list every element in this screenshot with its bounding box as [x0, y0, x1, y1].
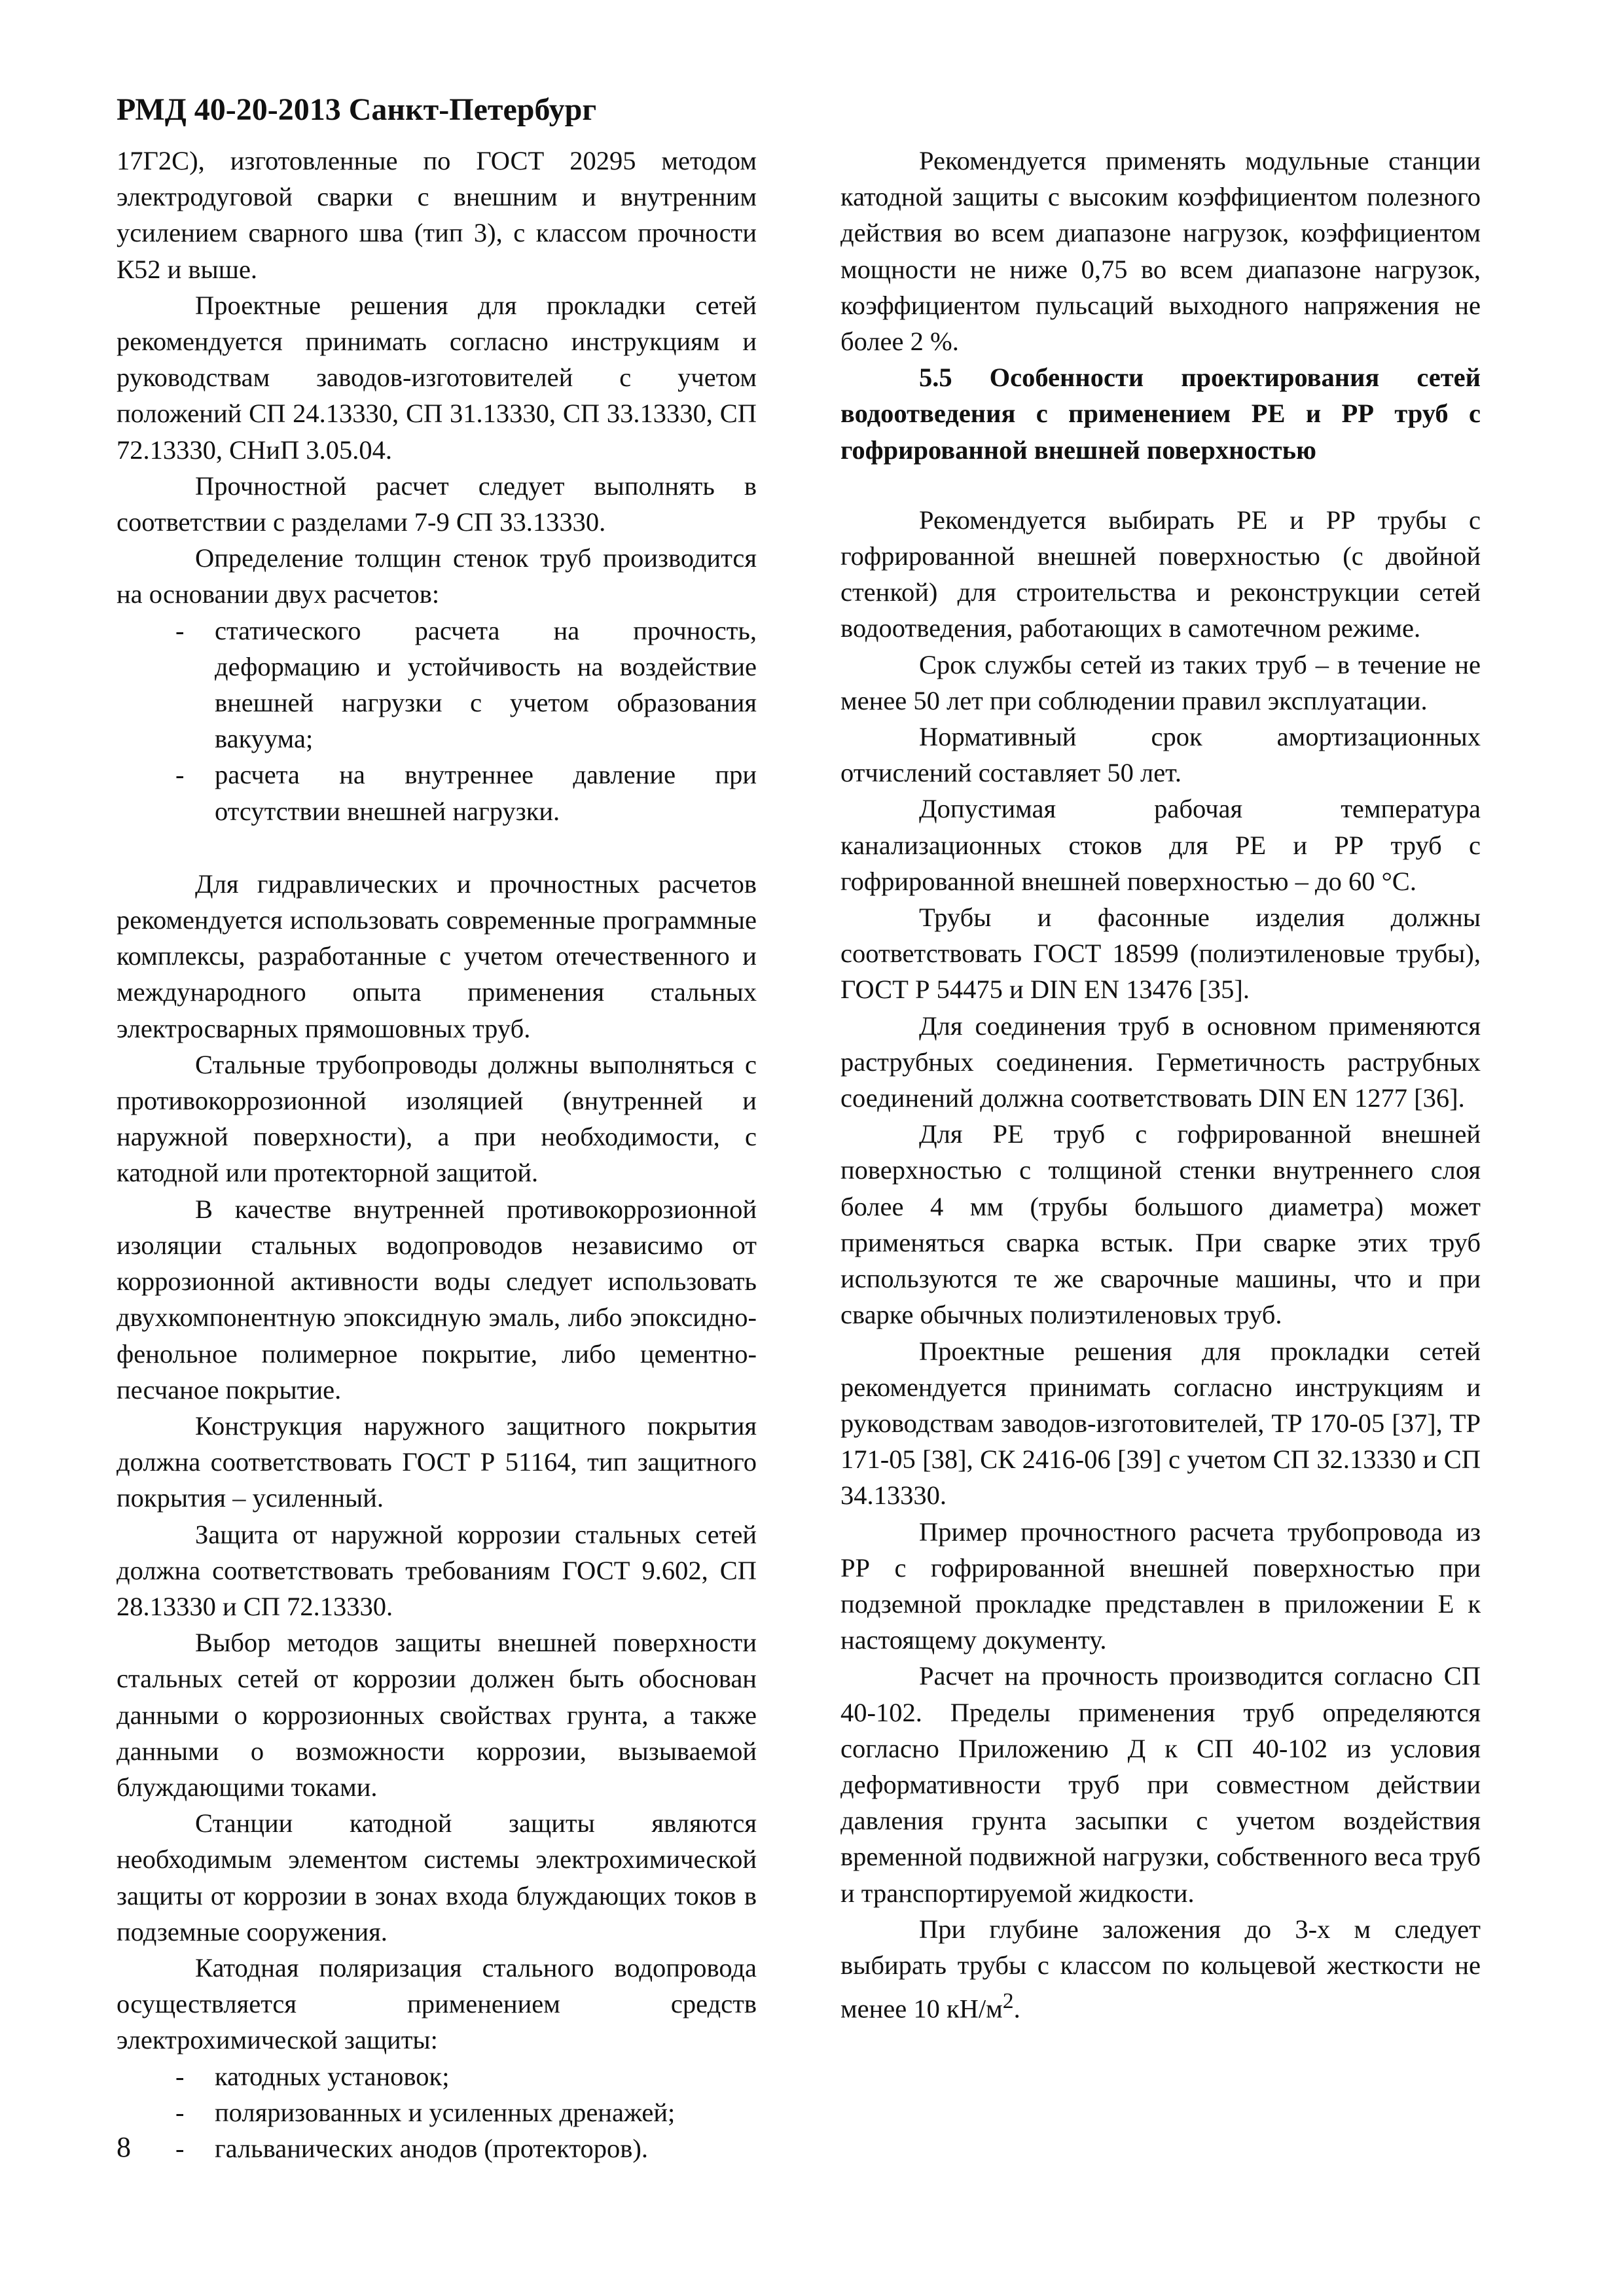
paragraph [840, 1911, 1481, 2027]
paragraph: Срок службы сетей из таких труб – в течение не менее 50 лет при соблюдении правил эксплуатации. [840, 649, 1481, 715]
paragraph: В качестве внутренней противокоррозионной изоляции стальных водопроводов независимо от коррозионной активности воды следует использовать двухкомпонентную эпоксидную эмаль, либо эпоксидно-фенольное полимерное покрытие, либо цементно-песчаное покрытие. [117, 1194, 757, 1405]
paragraph: Рекомендуется применять модульные станции катодной защиты с высоким коэффициентом полезного действия во всем диапазоне нагрузок, коэффициентом мощности не ниже 0,75 во всем диапазоне нагрузок, коэффициентом пульсаций выходного напряжения не более 2 %. [840, 146, 1481, 357]
list-marker: - [175, 2133, 185, 2163]
paragraph-end: . [1013, 1994, 1020, 2024]
list-item-text: катодных установок; [215, 2061, 450, 2091]
paragraph: Для соединения труб в основном применяются раструбных соединения. Герметичность раструбных соединений должна соответствовать DIN EN 1277 [36]. [840, 1011, 1481, 1113]
paragraph: Нормативный срок амортизационных отчислений составляет 50 лет. [840, 722, 1481, 788]
list-item [117, 613, 757, 757]
page-number: 8 [117, 2131, 131, 2163]
paragraph: Проектные решения для прокладки сетей рекомендуется принимать согласно инструкциям и руководствам заводов-изготовителей с учетом положений СП 24.13330, СП 31.13330, СП 33.13330, СП 72.13330, СНиП 3.05.04. [117, 290, 757, 465]
superscript: 2 [1002, 1989, 1014, 2014]
list-marker: - [175, 615, 185, 645]
document-header: РМД 40-20-2013 Санкт-Петербург [117, 92, 597, 127]
list-item-text: гальванических анодов (протекторов). [215, 2133, 649, 2163]
right-column [840, 143, 1481, 2027]
list-item [117, 2130, 757, 2166]
list-item [117, 2094, 757, 2130]
paragraph: Расчет на прочность производится согласно СП 40-102. Пределы применения труб определяются согласно Приложению Д к СП 40-102 из условия деформативности труб при совместном действии давления грунта засыпки с учетом воздействия временной подвижной нагрузки, собственного веса труб и транспортируемой жидкости. [840, 1661, 1481, 1908]
paragraph: Стальные трубопроводы должны выполняться с противокоррозионной изоляцией (внутренней и наружной поверхности), а при необходимости, с катодной или протекторной защитой. [117, 1049, 757, 1188]
paragraph: Для гидравлических и прочностных расчетов рекомендуется использовать современные программные комплексы, разработанные с учетом отечественного и международного опыта применения стальных электросварных прямошовных труб. [117, 869, 757, 1043]
list-marker: - [175, 760, 185, 790]
list-item-text: поляризованных и усиленных дренажей; [215, 2097, 676, 2127]
left-column [117, 143, 757, 2166]
paragraph: Выбор методов защиты внешней поверхности стальных сетей от коррозии должен быть обоснован данными о коррозионных свойствах грунта, а также данными о возможности коррозии, вызываемой блуждающими токами. [117, 1628, 757, 1802]
paragraph: Трубы и фасонные изделия должны соответствовать ГОСТ 18599 (полиэтиленовые трубы), ГОСТ Р 54475 и DIN EN 13476 [35]. [840, 903, 1481, 1005]
paragraph: Рекомендуется выбирать РЕ и РР трубы с гофрированной внешней поверхностью (с двойной стенкой) для строительства и реконструкции сетей водоотведения, работающих в самотечном режиме. [840, 505, 1481, 643]
paragraph: Защита от наружной коррозии стальных сетей должна соответствовать требованиям ГОСТ 9.602, СП 28.13330 и СП 72.13330. [117, 1519, 757, 1621]
paragraph: Допустимая рабочая температура канализационных стоков для РЕ и РР труб с гофрированной внешней поверхностью – до 60 °С. [840, 794, 1481, 896]
paragraph: Катодная поляризация стального водопровода осуществляется применением средств электрохимической защиты: [117, 1952, 757, 2055]
paragraph: Для РЕ труб с гофрированной внешней поверхностью с толщиной стенки внутреннего слоя более 4 мм (трубы большого диаметра) может применяться сварка встык. При сварке этих труб используются те же сварочные машины, что и при сварке обычных полиэтиленовых труб. [840, 1119, 1481, 1330]
list-marker: - [175, 2097, 185, 2127]
paragraph: 17Г2С), изготовленные по ГОСТ 20295 методом электродуговой сварки с внешним и внутренним усилением сварного шва (тип 3), с классом прочности К52 и выше. [117, 146, 757, 284]
list-item [117, 757, 757, 829]
list-item [117, 2058, 757, 2094]
paragraph: Конструкция наружного защитного покрытия должна соответствовать ГОСТ Р 51164, тип защитного покрытия – усиленный. [117, 1410, 757, 1513]
paragraph: Станции катодной защиты являются необходимым элементом системы электрохимической защиты от коррозии в зонах входа блуждающих токов в подземные сооружения. [117, 1808, 757, 1946]
list-item-text: статического расчета на прочность, деформацию и устойчивость на воздействие внешней нагрузки с учетом образования вакуума; [215, 615, 757, 754]
section-heading: 5.5 Особенности проектирования сетей водоотведения с применением РЕ и РР труб с гофрированной внешней поверхностью [840, 363, 1481, 465]
paragraph: Пример прочностного расчета трубопровода из РР с гофрированной внешней поверхностью при подземной прокладке представлен в приложении Е к настоящему документу. [840, 1516, 1481, 1655]
paragraph: Прочностной расчет следует выполнять в соответствии с разделами 7-9 СП 33.13330. [117, 471, 757, 537]
paragraph: Определение толщин стенок труб производится на основании двух расчетов: [117, 543, 757, 609]
paragraph-text: При глубине заложения до 3-х м следует выбирать трубы с классом по кольцевой жесткости не менее 10 кН/м [840, 1914, 1481, 2024]
list-item-text: расчета на внутреннее давление при отсутствии внешней нагрузки. [215, 760, 757, 826]
paragraph: Проектные решения для прокладки сетей рекомендуется принимать согласно инструкциям и руководствам заводов-изготовителей, ТР 170-05 [37], ТР 171-05 [38], СК 2416-06 [39] с учетом СП 32.13330 и СП 34.13330. [840, 1336, 1481, 1511]
list-marker: - [175, 2061, 185, 2091]
